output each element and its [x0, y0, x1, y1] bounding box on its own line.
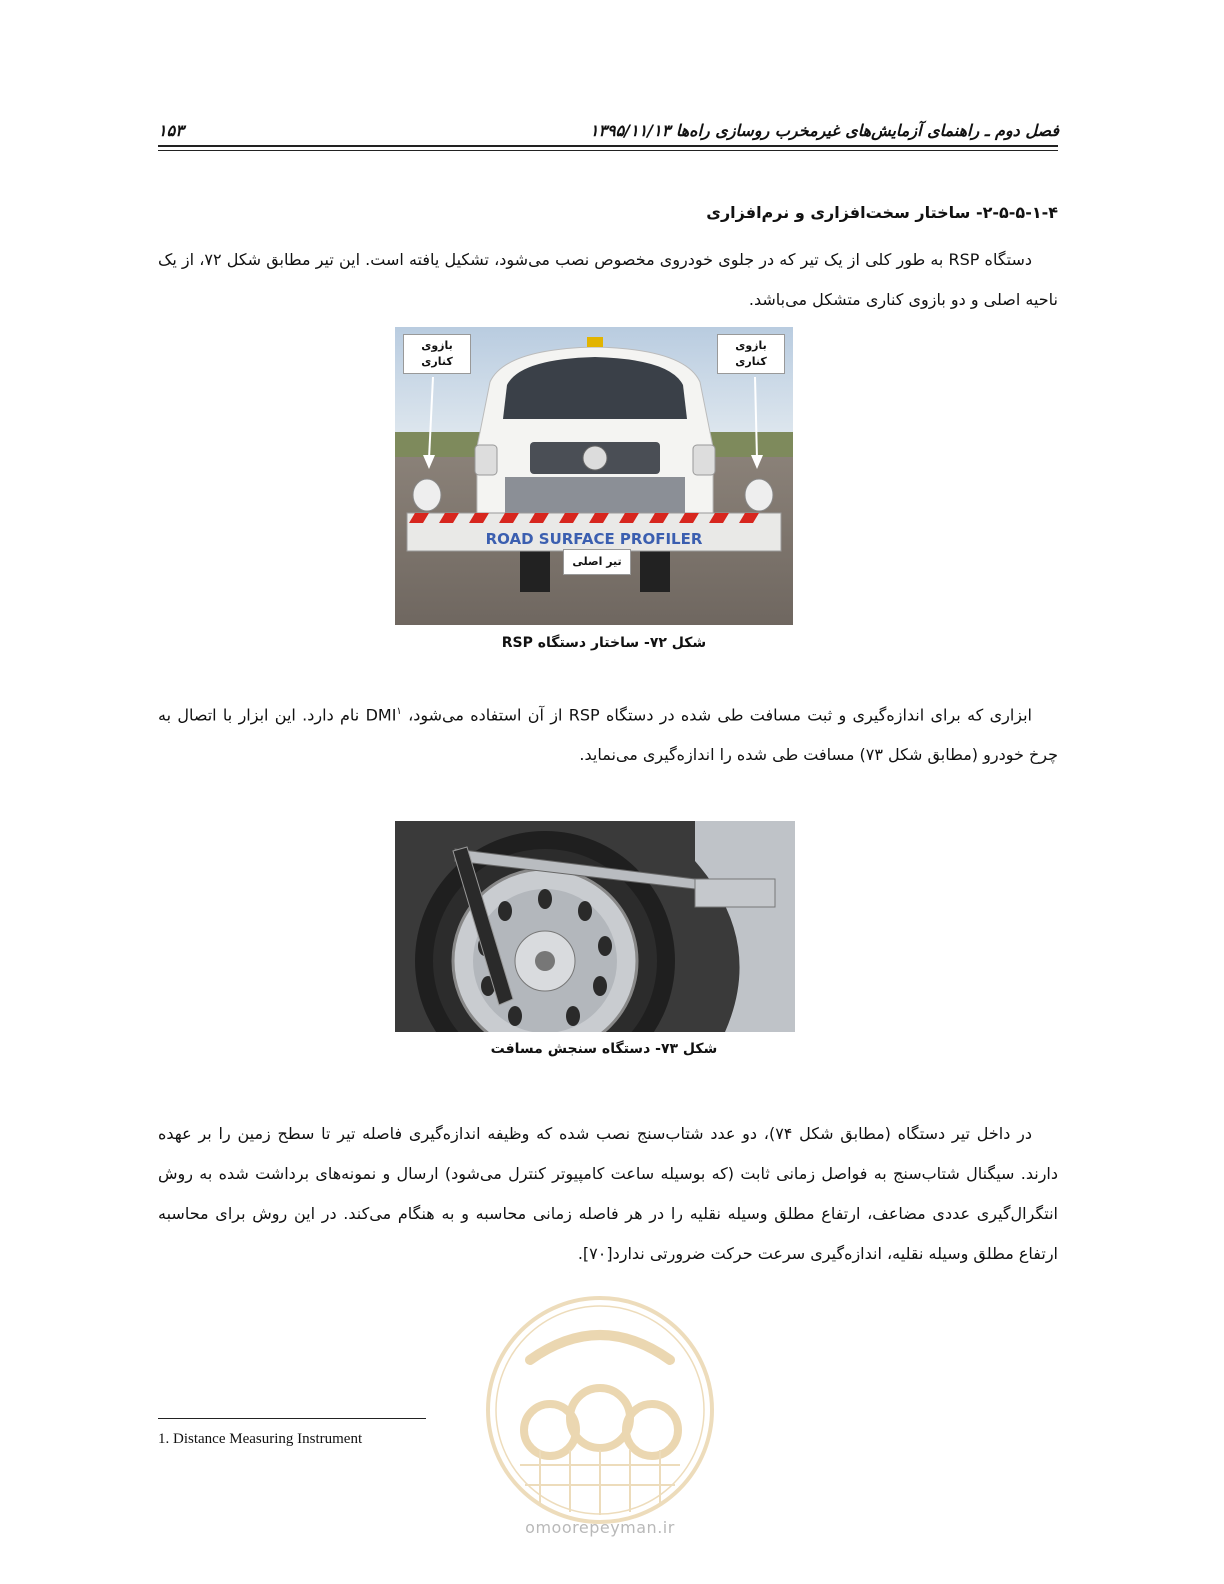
paragraph-text: در داخل تیر دستگاه (مطابق شکل ۷۴)، دو عدد شتاب‌سنج نصب شده که وظیفه اندازه‌گیری فاصله تیر تا سطح زمین را بر عهده دارند. سیگنال شتاب‌سنج به فواصل زمانی ثابت (که بوسیله ساعت کامپیوتر کنترل می‌شود) ارسال و نمونه‌های برداشت شده به روش انتگرال‌گیری عددی مضاعف، ارتفاع مطلق وسیله نقلیه را در هر فاصله زمانی محاسبه و به هنگام می‌کند. در این روش برای محاسبه ارتفاع مطلق وسیله نقلیه، اندازه‌گیری سرعت حرکت ضرورتی ندارد[۷۰]. — [158, 1124, 1058, 1263]
wheel-dmi-illustration — [395, 821, 795, 1032]
running-header-title: فصل دوم ـ راهنمای آزمایش‌های غیرمخرب روسازی راه‌ها ۱۳۹۵/۱۱/۱۳ — [589, 121, 1059, 140]
page-number: ۱۵۳ — [158, 121, 184, 140]
header-rule — [158, 145, 1058, 147]
paragraph-rsp-intro — [158, 240, 1058, 320]
watermark-seal-icon — [480, 1290, 720, 1530]
paragraph-text-part1: ابزاری که برای اندازه‌گیری و ثبت مسافت طی شده در دستگاه RSP از آن استفاده می‌شود، DMI — [365, 705, 1033, 725]
figure-73-caption: شکل ۷۳- دستگاه سنجش مسافت — [490, 1041, 718, 1057]
label-side-arm-right: بازوی کناری — [717, 334, 785, 374]
figure-rsp-structure-photo — [395, 327, 793, 625]
paragraph-text: دستگاه RSP به طور کلی از یک تیر که در جلوی خودروی مخصوص نصب می‌شود، تشکیل یافته است. این تیر مطابق شکل ۷۲، از یک ناحیه اصلی و دو بازوی کناری متشکل می‌باشد. — [158, 250, 1058, 309]
section-heading: ۲-۵-۵-۱-۴- ساختار سخت‌افزاری و نرم‌افزاری — [706, 203, 1058, 222]
paragraph-accelerometer — [158, 1114, 1058, 1274]
footnote-reference: ۱ — [396, 706, 402, 717]
header-rule-thin — [158, 150, 1058, 151]
watermark-url: omoorepeyman.ir — [525, 1518, 675, 1537]
footnote: 1. Distance Measuring Instrument — [158, 1431, 363, 1447]
label-main-beam: تیر اصلی — [563, 549, 631, 575]
footnote-rule — [158, 1418, 426, 1419]
paragraph-text-part2: نام دارد. این ابزار با اتصال به چرخ خودرو (مطابق شکل ۷۳) مسافت طی شده را اندازه‌گیری می‌نماید. — [158, 705, 1058, 765]
figure-distance-meter-photo — [395, 821, 795, 1032]
watermark-logo — [480, 1290, 720, 1530]
label-side-arm-left: بازوی کناری — [403, 334, 471, 374]
paragraph-dmi — [158, 692, 1058, 775]
figure-72-caption: شکل ۷۲- ساختار دستگاه RSP — [501, 635, 707, 651]
beam-text: ROAD SURFACE PROFILER — [485, 530, 703, 548]
